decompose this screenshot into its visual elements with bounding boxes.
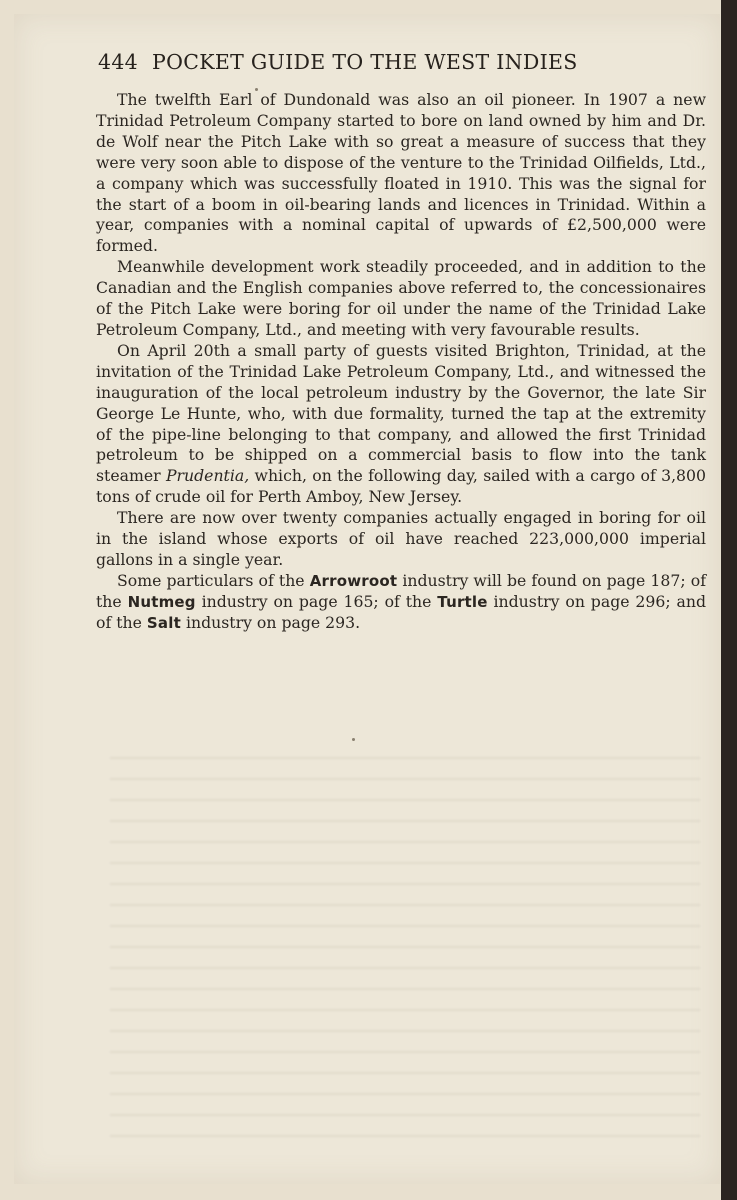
text-run: which, on the following day, sailed with a cargo of 3,800 tons of crude oil for Perth Amboy, New Jersey. <box>96 466 706 507</box>
paragraph-inauguration <box>96 341 706 508</box>
running-title: POCKET GUIDE TO THE WEST INDIES <box>152 50 578 74</box>
paragraph-companies: There are now over twenty companies actually engaged in boring for oil in the island whose exports of oil have reached 223,000,000 imperial gallons in a single year. <box>96 508 706 569</box>
body-text <box>96 90 706 634</box>
text-run: industry on page 165; of the <box>195 591 438 611</box>
show-through-text <box>110 745 700 1145</box>
running-header <box>98 50 660 74</box>
binding-edge <box>721 0 737 1200</box>
paragraph-particulars <box>96 571 706 634</box>
keyword-arrowroot: Arrowroot <box>309 571 398 590</box>
paragraph-development: Meanwhile development work steadily proceeded, and in addition to the Canadian and the English companies above referred to, the concessionaires of the Pitch Lake were boring for oil under the name of the Trinidad Lake Petroleum Company, Ltd., and meeting with very favourable results. <box>96 257 706 339</box>
page-number: 444 <box>98 50 139 74</box>
text-run: industry on page 293. <box>180 612 361 632</box>
ink-speck <box>352 738 355 741</box>
paragraph-dundonald: The twelfth Earl of Dundonald was also an oil pioneer. In 1907 a new Trinidad Petroleum Company started to bore on land owned by him and Dr. de Wolf near the Pitch Lake with so great a measure of success that they were very soon able to dispose of the venture to the Trinidad Oilfields, Ltd., a company which was successfully floated in 1910. This was the signal for the start of a boom in oil-bearing lands and licences in Trinidad. Within a year, companies with a nominal capital of upwards of £2,500,000 were formed. <box>96 90 706 256</box>
text-run: On April 20th a small party of guests visited Brighton, Trinidad, at the invitation of the Trinidad Lake Petroleum Company, Ltd., and witnessed the inauguration of the local petroleum industry by the Governor, the late Sir George Le Hunte, who, with due formality, turned the tap at the extremity of the pipe-line belonging to that company, and allowed the first Trinidad petroleum to be shipped on a commercial basis to flow into the tank steamer <box>96 340 706 486</box>
text-run: Some particulars of the <box>117 570 310 590</box>
ship-name: Prudentia, <box>165 466 250 486</box>
text-run: industry on page 296; and of the <box>96 591 706 632</box>
keyword-salt: Salt <box>146 613 181 632</box>
text-run: industry will be found on page 187; of the <box>96 570 706 611</box>
keyword-turtle: Turtle <box>437 592 488 611</box>
keyword-nutmeg: Nutmeg <box>127 592 196 611</box>
